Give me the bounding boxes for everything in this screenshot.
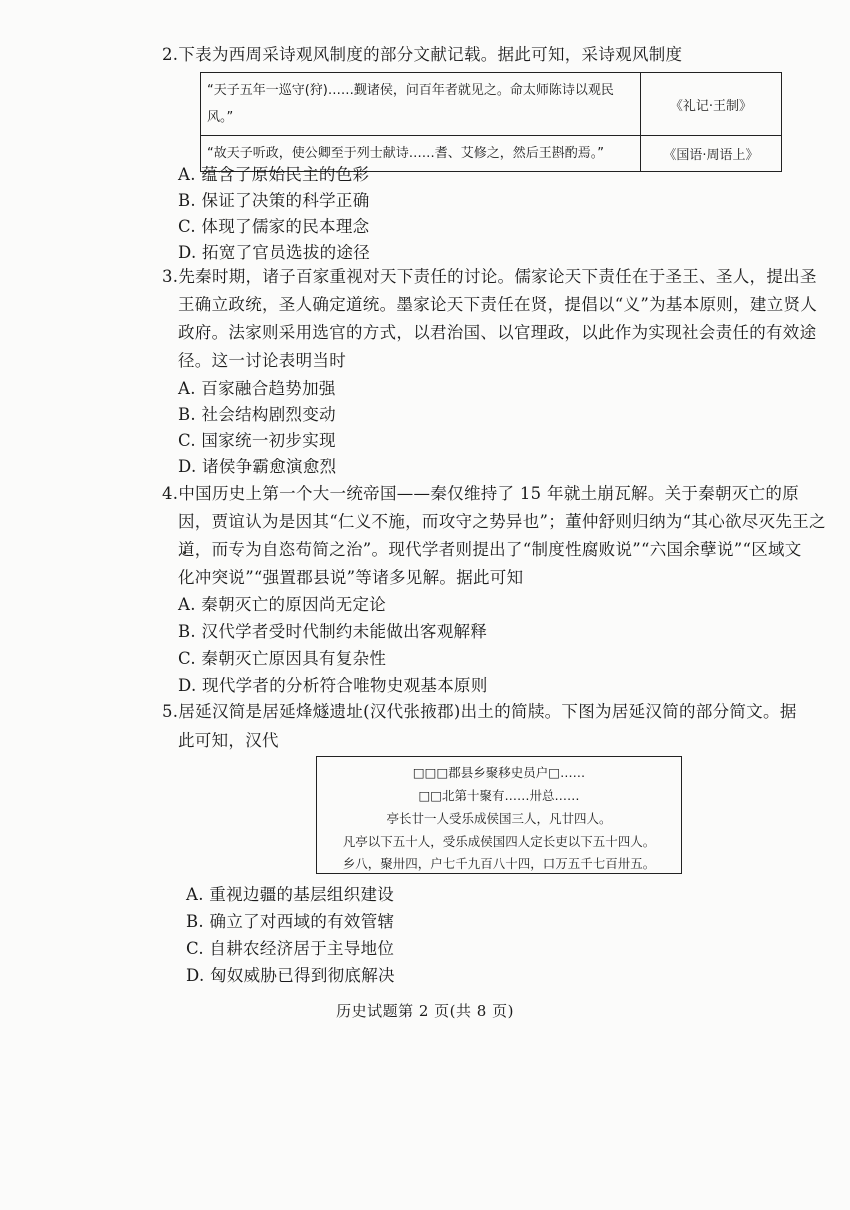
q3-stem-line-3: 政府。法家则采用选官的方式，以君治国、以官理政，以此作为实现社会责任的有效途: [178, 323, 817, 342]
q2-option-b: B. 保证了决策的科学正确: [178, 191, 370, 210]
q3-stem-line-2: 王确立政统，圣人确定道统。墨家论天下责任在贤，提倡以“义”为基本原则，建立贤人: [178, 295, 818, 314]
q5-option-d: D. 匈奴威胁已得到彻底解决: [186, 966, 395, 985]
q4-option-b: B. 汉代学者受时代制约未能做出客观解释: [178, 622, 488, 641]
q4-option-a: A. 秦朝灭亡的原因尚无定论: [178, 595, 387, 614]
citation-source-2: 《国语·周语上》: [641, 136, 782, 172]
q4-option-d: D. 现代学者的分析符合唯物史观基本原则: [178, 676, 488, 695]
q4-stem-line-4: 化冲突说”“强置郡县说”等诸多见解。据此可知: [178, 568, 524, 587]
q2-option-d: D. 拓宽了官员选拔的途径: [178, 243, 371, 262]
q3-stem-line-1: 3.先秦时期，诸子百家重视对天下责任的讨论。儒家论天下责任在于圣王、圣人，提出圣: [162, 267, 817, 286]
q5-stem-line-2: 此可知，汉代: [178, 731, 279, 750]
slip-line-5: 乡八，聚卅四，户七千九百八十四，口万五千七百卅五。: [342, 856, 656, 871]
citation-text-2: “故天子听政，使公卿至于列士献诗……耆、艾修之，然后王斟酌焉。”: [201, 136, 641, 172]
q3-option-c: C. 国家统一初步实现: [178, 431, 336, 450]
q5-option-b: B. 确立了对西域的有效管辖: [186, 912, 395, 931]
q5-stem-line-1: 5.居延汉简是居延烽燧遗址(汉代张掖郡)出土的简牍。下图为居延汉简的部分简文。据: [162, 702, 797, 721]
q3-option-d: D. 诸侯争霸愈演愈烈: [178, 457, 337, 476]
citation-text-1: “天子五年一巡守(狩)……觐诸侯，问百年者就见之。命太师陈诗以观民风。”: [201, 73, 641, 136]
q4-stem-line-1: 4.中国历史上第一个大一统帝国——秦仅维持了 15 年就土崩瓦解。关于秦朝灭亡的原: [162, 484, 800, 503]
slip-line-3: 亭长廿一人受乐成侯国三人，凡廿四人。: [386, 811, 612, 826]
q3-option-a: A. 百家融合趋势加强: [178, 379, 336, 398]
bamboo-slip-excerpt: [316, 756, 682, 874]
q2-option-a: A. 蕴含了原始民主的色彩: [178, 165, 370, 184]
q2-citation-table: [200, 72, 782, 172]
q4-stem-line-2: 因，贾谊认为是因其“仁义不施，而攻守之势异也”；董仲舒则归纳为“其心欲尽灭先王之: [178, 512, 826, 531]
q5-option-a: A. 重视边疆的基层组织建设: [186, 885, 395, 904]
slip-line-4: 凡亭以下五十人，受乐成侯国四人定长吏以下五十四人。: [342, 834, 656, 849]
q3-stem-line-4: 径。这一讨论表明当时: [178, 351, 346, 370]
q4-option-c: C. 秦朝灭亡原因具有复杂性: [178, 649, 387, 668]
q2-option-c: C. 体现了儒家的民本理念: [178, 217, 370, 236]
slip-line-2: □□北第十聚有……卅总……: [418, 788, 580, 803]
q5-option-c: C. 自耕农经济居于主导地位: [186, 939, 395, 958]
slip-line-1: □□□郡县乡聚移史员户□……: [412, 765, 586, 780]
table-row: [201, 73, 782, 136]
q3-option-b: B. 社会结构剧烈变动: [178, 405, 336, 424]
page-footer: 历史试题第 2 页(共 8 页): [336, 1002, 514, 1020]
q2-stem: 2.下表为西周采诗观风制度的部分文献记载。据此可知，采诗观风制度: [162, 45, 683, 64]
citation-source-1: 《礼记·王制》: [641, 73, 782, 136]
q4-stem-line-3: 道，而专为自恣苟简之治”。现代学者则提出了“制度性腐败说”“六国余孽说”“区域文: [178, 540, 802, 559]
